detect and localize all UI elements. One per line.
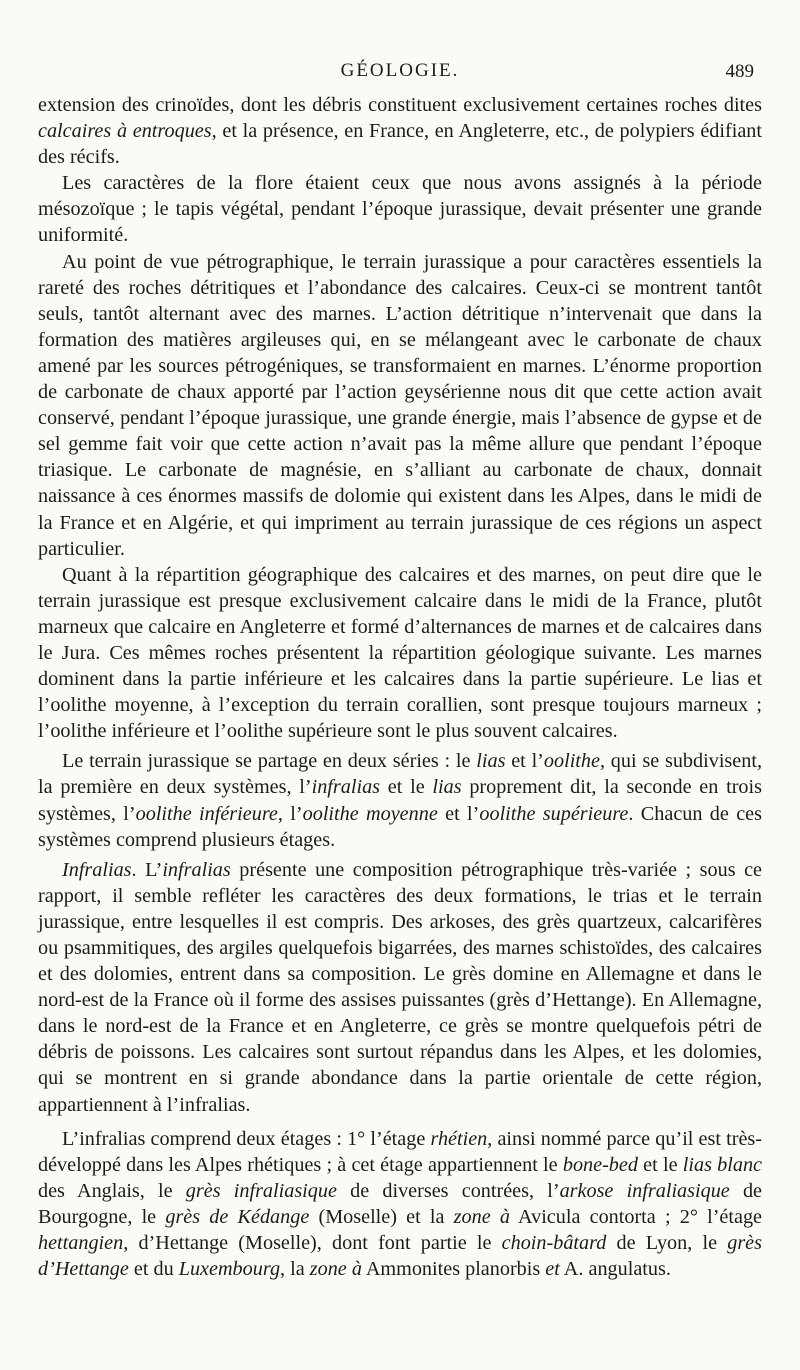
text-run: Avicula contorta ; 2° l’étage: [509, 1205, 762, 1228]
text-run: , qui se subdivisent, la première en deux systèmes, l’: [38, 750, 762, 799]
text-run: Ammonites planorbis: [361, 1258, 546, 1281]
italic-run: lias blanc: [682, 1153, 762, 1176]
text-run: et l’: [437, 802, 480, 825]
italic-run: choin-bâtard: [501, 1232, 607, 1255]
running-title: GÉOLOGIE.: [340, 60, 460, 81]
text-run: , ainsi nommé parce qu’il est très-développé dans les Alpes rhétiques ; à cet étage appartiennent le: [38, 1127, 762, 1176]
body-text: [38, 92, 762, 1282]
italic-run: infralias: [162, 858, 231, 881]
italic-run: rhétien: [430, 1127, 488, 1150]
text-run: et le: [637, 1153, 683, 1176]
paragraph: [38, 92, 762, 170]
text-run: A. angulatus.: [559, 1258, 671, 1281]
italic-run: hettangien: [38, 1232, 124, 1255]
text-run: proprement dit, la seconde en trois systèmes, l’: [38, 776, 762, 825]
italic-run: calcaires à entroques: [38, 120, 212, 143]
text-run: (Moselle) et la: [309, 1205, 454, 1228]
italic-run: grès d’Hettange: [38, 1232, 762, 1281]
paragraph: [38, 249, 762, 562]
paragraph: [38, 857, 762, 1118]
page-header: [0, 60, 800, 90]
italic-run: grès de Kédange: [165, 1205, 310, 1228]
page-number: 489: [725, 61, 754, 82]
italic-run: lias: [476, 750, 506, 773]
italic-run: zone à: [309, 1258, 362, 1281]
italic-run: et: [545, 1258, 560, 1281]
italic-run: lias: [432, 776, 462, 799]
text-run: Les caractères de la flore étaient ceux que nous avons assignés à la période mésozoïque ; le tapis végétal, pendant l’époque jurassique, devait présenter une grande uniformité.: [38, 172, 762, 247]
italic-run: zone à: [453, 1205, 510, 1228]
text-run: , la: [280, 1258, 310, 1281]
text-run: , d’Hettange (Moselle), dont font partie le: [123, 1232, 502, 1255]
text-run: , et la présence, en France, en Angleterre, etc., de polypiers édifiant des récifs.: [38, 120, 762, 169]
text-run: , l’: [277, 802, 303, 825]
italic-run: oolithe inférieure: [135, 802, 278, 825]
paragraph: [38, 170, 762, 248]
text-run: et du: [128, 1258, 179, 1281]
paragraph: [38, 562, 762, 745]
italic-run: bone-bed: [562, 1153, 638, 1176]
italic-run: oolithe supérieure: [479, 802, 629, 825]
text-run: Au point de vue pétrographique, le terrain jurassique a pour caractères essentiels la rareté des roches détritiques et l’abondance des calcaires. Ceux-ci se montrent tantôt seuls, tantôt alternant avec des marnes. L’action détritique n’intervenait que dans la formation des matières argileuses qui, en se mélangeant avec le carbonate de chaux amené par les sources pétrogéniques, se transformaient en marnes. L’énorme proportion de carbonate de chaux apporté par l’action geysérienne nous dit que cette action avait conservé, pendant l’époque jurassique, une grande énergie, mais l’absence de gypse et de sel gemme fait voir que cette action n’avait pas la même allure que pendant l’époque triasique. Le carbonate de magnésie, en s’alliant au carbonate de chaux, donnait naissance à ces énormes massifs de dolomie qui existent dans les Alpes, dans le midi de la France et en Algérie, et qui impriment au terrain jurassique de ces régions un aspect particulier.: [38, 250, 762, 560]
text-run: . Chacun de ces systèmes comprend plusieurs étages.: [38, 802, 762, 851]
text-run: de Bourgogne, le: [38, 1179, 763, 1228]
text-run: Quant à la répartition géographique des calcaires et des marnes, on peut dire que le terrain jurassique est presque exclusivement calcaire dans le midi de la France, plutôt marneux que calcaire en Angleterre et formé d’alternances de marnes et de calcaires dans le Jura. Ces mêmes roches présentent la répartition géologique suivante. Les marnes dominent dans la partie inférieure et les calcaires dans la partie supérieure. Le lias et l’oolithe moyenne, à l’exception du terrain corallien, sont presque toujours marneux ; l’oolithe inférieure et l’oolithe supérieure sont le plus souvent calcaires.: [38, 563, 762, 743]
text-run: de Lyon, le: [606, 1232, 728, 1255]
text-run: des Anglais, le: [38, 1179, 186, 1202]
text-run: L’infralias comprend deux étages : 1° l’étage: [62, 1127, 431, 1150]
text-run: et le: [380, 776, 433, 799]
italic-run: Infralias: [62, 858, 132, 881]
text-run: présente une composition pétrographique très-variée ; sous ce rapport, il semble refléter les caractères des deux formations, le trias et le terrain jurassique, entre lesquelles il est compris. Des arkoses, des grès quartzeux, calcarifères ou psammitiques, des argiles quelquefois bigarrées, des marnes schistoïdes, des calcaires et des dolomies, entrent dans sa composition. Le grès domine en Allemagne et dans le nord-est de la France où il forme des assises puissantes (grès d’Hettange). En Allemagne, dans le nord-est de la France et en Angleterre, ce grès se montre quelquefois pétri de débris de poissons. Les calcaires sont surtout répandus dans les Alpes, et les dolomies, qui se montrent en si grande abondance dans la partie orientale de cette région, appartiennent à l’infralias.: [38, 858, 762, 1116]
paragraph: [38, 1126, 762, 1283]
text-run: de diverses contrées, l’: [336, 1179, 560, 1202]
italic-run: oolithe moyenne: [302, 802, 438, 825]
paragraph: [38, 748, 762, 852]
italic-run: grès infraliasique: [185, 1179, 337, 1202]
text-run: . L’: [131, 858, 163, 881]
italic-run: oolithe: [543, 750, 600, 773]
text-run: et l’: [505, 750, 544, 773]
text-run: extension des crinoïdes, dont les débris constituent exclusivement certaines roches dites: [38, 94, 762, 116]
italic-run: infralias: [311, 776, 381, 799]
italic-run: Luxembourg: [178, 1258, 281, 1281]
italic-run: arkose infraliasique: [559, 1179, 730, 1202]
text-run: Le terrain jurassique se partage en deux séries : le: [62, 750, 477, 773]
